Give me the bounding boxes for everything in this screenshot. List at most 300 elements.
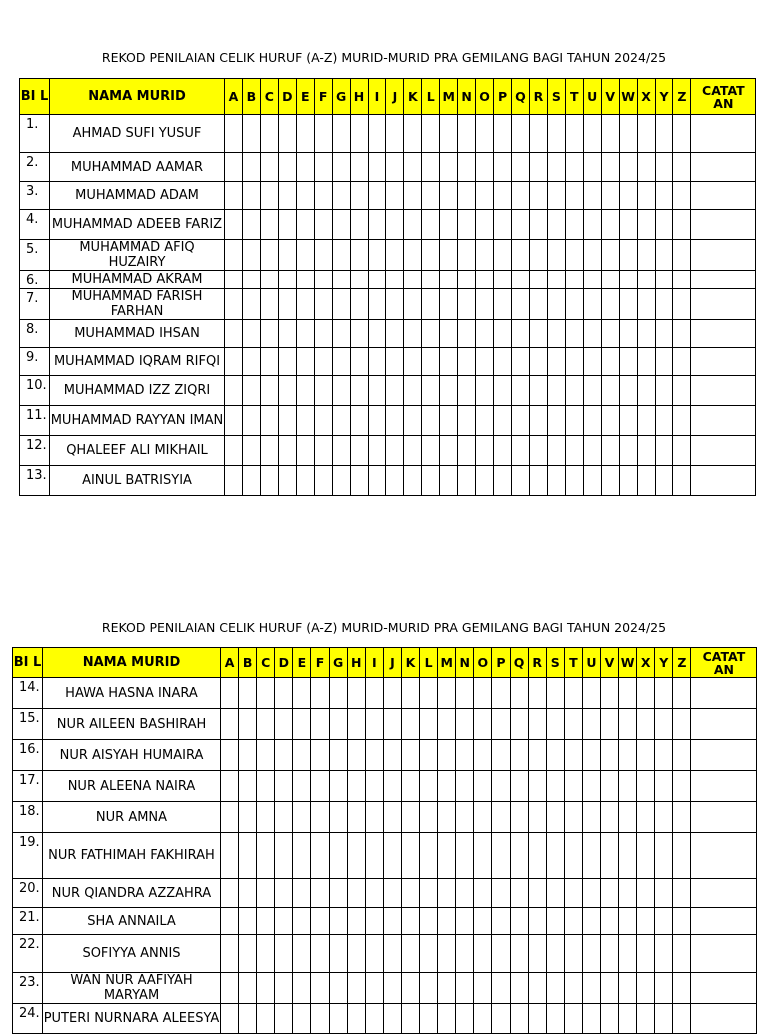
letter-cell-g[interactable]: [329, 935, 347, 973]
letter-cell-y[interactable]: [655, 289, 673, 320]
letter-cell-y[interactable]: [655, 436, 673, 466]
letter-cell-r[interactable]: [529, 376, 547, 406]
letter-cell-e[interactable]: [293, 678, 311, 709]
letter-cell-u[interactable]: [583, 376, 601, 406]
letter-cell-y[interactable]: [655, 802, 673, 833]
letter-cell-l[interactable]: [420, 771, 438, 802]
letter-cell-z[interactable]: [673, 833, 691, 879]
letter-cell-r[interactable]: [528, 709, 546, 740]
letter-cell-m[interactable]: [438, 771, 456, 802]
letter-cell-o[interactable]: [474, 802, 492, 833]
letter-cell-y[interactable]: [655, 406, 673, 436]
letter-cell-p[interactable]: [494, 348, 512, 376]
letter-cell-g[interactable]: [332, 240, 350, 271]
letter-cell-v[interactable]: [601, 210, 619, 240]
letter-cell-u[interactable]: [583, 466, 601, 496]
letter-cell-t[interactable]: [565, 153, 583, 182]
letter-cell-f[interactable]: [311, 879, 329, 908]
letter-cell-y[interactable]: [655, 271, 673, 289]
letter-cell-l[interactable]: [422, 271, 440, 289]
letter-cell-r[interactable]: [529, 271, 547, 289]
letter-cell-n[interactable]: [458, 153, 476, 182]
letter-cell-i[interactable]: [368, 289, 386, 320]
letter-cell-k[interactable]: [404, 348, 422, 376]
letter-cell-h[interactable]: [347, 740, 365, 771]
letter-cell-a[interactable]: [225, 115, 243, 153]
letter-cell-m[interactable]: [438, 1004, 456, 1034]
letter-cell-a[interactable]: [225, 436, 243, 466]
letter-cell-i[interactable]: [365, 771, 383, 802]
letter-cell-w[interactable]: [619, 802, 637, 833]
letter-cell-m[interactable]: [438, 678, 456, 709]
letter-cell-f[interactable]: [314, 406, 332, 436]
letter-cell-f[interactable]: [314, 240, 332, 271]
letter-cell-x[interactable]: [637, 935, 655, 973]
letter-cell-o[interactable]: [474, 973, 492, 1004]
letter-cell-e[interactable]: [296, 182, 314, 210]
letter-cell-t[interactable]: [564, 709, 582, 740]
letter-cell-s[interactable]: [547, 376, 565, 406]
letter-cell-s[interactable]: [547, 436, 565, 466]
letter-cell-j[interactable]: [386, 466, 404, 496]
letter-cell-j[interactable]: [383, 740, 401, 771]
letter-cell-w[interactable]: [619, 973, 637, 1004]
letter-cell-c[interactable]: [257, 833, 275, 879]
letter-cell-m[interactable]: [438, 833, 456, 879]
letter-cell-d[interactable]: [278, 376, 296, 406]
letter-cell-e[interactable]: [293, 1004, 311, 1034]
letter-cell-s[interactable]: [546, 709, 564, 740]
letter-cell-l[interactable]: [420, 802, 438, 833]
letter-cell-l[interactable]: [422, 348, 440, 376]
catatan-cell[interactable]: [691, 376, 756, 406]
letter-cell-w[interactable]: [619, 935, 637, 973]
letter-cell-j[interactable]: [386, 271, 404, 289]
letter-cell-i[interactable]: [365, 709, 383, 740]
letter-cell-s[interactable]: [546, 771, 564, 802]
letter-cell-k[interactable]: [401, 935, 419, 973]
letter-cell-u[interactable]: [583, 153, 601, 182]
letter-cell-u[interactable]: [582, 802, 600, 833]
letter-cell-d[interactable]: [278, 406, 296, 436]
letter-cell-u[interactable]: [582, 678, 600, 709]
letter-cell-c[interactable]: [257, 771, 275, 802]
catatan-cell[interactable]: [691, 879, 757, 908]
letter-cell-e[interactable]: [296, 406, 314, 436]
letter-cell-y[interactable]: [655, 678, 673, 709]
letter-cell-n[interactable]: [458, 406, 476, 436]
letter-cell-j[interactable]: [386, 406, 404, 436]
letter-cell-n[interactable]: [456, 833, 474, 879]
letter-cell-q[interactable]: [512, 406, 530, 436]
letter-cell-r[interactable]: [529, 115, 547, 153]
letter-cell-q[interactable]: [512, 289, 530, 320]
letter-cell-v[interactable]: [600, 709, 618, 740]
letter-cell-i[interactable]: [368, 271, 386, 289]
letter-cell-c[interactable]: [257, 973, 275, 1004]
letter-cell-d[interactable]: [275, 740, 293, 771]
letter-cell-k[interactable]: [404, 182, 422, 210]
letter-cell-c[interactable]: [260, 376, 278, 406]
letter-cell-u[interactable]: [582, 740, 600, 771]
letter-cell-o[interactable]: [474, 678, 492, 709]
letter-cell-m[interactable]: [438, 908, 456, 935]
letter-cell-y[interactable]: [655, 908, 673, 935]
letter-cell-a[interactable]: [221, 802, 239, 833]
letter-cell-v[interactable]: [600, 802, 618, 833]
letter-cell-b[interactable]: [239, 709, 257, 740]
letter-cell-e[interactable]: [296, 240, 314, 271]
letter-cell-p[interactable]: [492, 740, 510, 771]
catatan-cell[interactable]: [691, 406, 756, 436]
letter-cell-t[interactable]: [564, 879, 582, 908]
letter-cell-b[interactable]: [242, 406, 260, 436]
letter-cell-m[interactable]: [440, 115, 458, 153]
letter-cell-x[interactable]: [637, 320, 655, 348]
letter-cell-b[interactable]: [239, 879, 257, 908]
letter-cell-s[interactable]: [547, 182, 565, 210]
letter-cell-r[interactable]: [528, 1004, 546, 1034]
letter-cell-l[interactable]: [420, 973, 438, 1004]
letter-cell-r[interactable]: [528, 678, 546, 709]
letter-cell-d[interactable]: [278, 115, 296, 153]
letter-cell-s[interactable]: [547, 320, 565, 348]
letter-cell-p[interactable]: [492, 935, 510, 973]
letter-cell-w[interactable]: [619, 678, 637, 709]
letter-cell-n[interactable]: [458, 182, 476, 210]
letter-cell-h[interactable]: [350, 289, 368, 320]
letter-cell-g[interactable]: [332, 376, 350, 406]
letter-cell-f[interactable]: [311, 935, 329, 973]
letter-cell-x[interactable]: [637, 153, 655, 182]
letter-cell-g[interactable]: [329, 771, 347, 802]
letter-cell-k[interactable]: [404, 320, 422, 348]
letter-cell-x[interactable]: [637, 802, 655, 833]
letter-cell-z[interactable]: [673, 802, 691, 833]
letter-cell-p[interactable]: [492, 879, 510, 908]
letter-cell-l[interactable]: [420, 1004, 438, 1034]
letter-cell-s[interactable]: [547, 348, 565, 376]
letter-cell-t[interactable]: [564, 908, 582, 935]
letter-cell-h[interactable]: [350, 406, 368, 436]
letter-cell-c[interactable]: [257, 935, 275, 973]
letter-cell-s[interactable]: [546, 879, 564, 908]
letter-cell-f[interactable]: [314, 153, 332, 182]
letter-cell-d[interactable]: [278, 320, 296, 348]
letter-cell-t[interactable]: [565, 348, 583, 376]
letter-cell-r[interactable]: [529, 466, 547, 496]
letter-cell-g[interactable]: [332, 210, 350, 240]
letter-cell-w[interactable]: [619, 320, 637, 348]
letter-cell-l[interactable]: [420, 709, 438, 740]
letter-cell-x[interactable]: [637, 879, 655, 908]
letter-cell-r[interactable]: [529, 320, 547, 348]
letter-cell-o[interactable]: [474, 935, 492, 973]
letter-cell-k[interactable]: [401, 740, 419, 771]
letter-cell-h[interactable]: [350, 320, 368, 348]
letter-cell-j[interactable]: [386, 436, 404, 466]
letter-cell-j[interactable]: [383, 973, 401, 1004]
letter-cell-b[interactable]: [242, 320, 260, 348]
letter-cell-l[interactable]: [422, 376, 440, 406]
letter-cell-y[interactable]: [655, 466, 673, 496]
letter-cell-j[interactable]: [383, 1004, 401, 1034]
letter-cell-c[interactable]: [260, 153, 278, 182]
letter-cell-a[interactable]: [221, 709, 239, 740]
letter-cell-s[interactable]: [546, 973, 564, 1004]
letter-cell-w[interactable]: [619, 1004, 637, 1034]
letter-cell-u[interactable]: [582, 1004, 600, 1034]
letter-cell-o[interactable]: [474, 1004, 492, 1034]
letter-cell-e[interactable]: [296, 115, 314, 153]
letter-cell-t[interactable]: [564, 802, 582, 833]
letter-cell-n[interactable]: [456, 709, 474, 740]
letter-cell-d[interactable]: [275, 833, 293, 879]
letter-cell-q[interactable]: [510, 833, 528, 879]
letter-cell-b[interactable]: [239, 908, 257, 935]
letter-cell-q[interactable]: [512, 210, 530, 240]
letter-cell-u[interactable]: [583, 210, 601, 240]
letter-cell-b[interactable]: [242, 182, 260, 210]
letter-cell-a[interactable]: [221, 740, 239, 771]
letter-cell-m[interactable]: [440, 240, 458, 271]
letter-cell-g[interactable]: [332, 289, 350, 320]
letter-cell-t[interactable]: [564, 678, 582, 709]
letter-cell-f[interactable]: [314, 210, 332, 240]
letter-cell-m[interactable]: [438, 802, 456, 833]
letter-cell-f[interactable]: [314, 436, 332, 466]
letter-cell-t[interactable]: [564, 973, 582, 1004]
letter-cell-n[interactable]: [456, 771, 474, 802]
letter-cell-r[interactable]: [528, 935, 546, 973]
letter-cell-l[interactable]: [422, 436, 440, 466]
letter-cell-h[interactable]: [350, 436, 368, 466]
letter-cell-i[interactable]: [368, 406, 386, 436]
letter-cell-b[interactable]: [242, 115, 260, 153]
letter-cell-w[interactable]: [619, 908, 637, 935]
letter-cell-m[interactable]: [440, 153, 458, 182]
letter-cell-h[interactable]: [347, 908, 365, 935]
letter-cell-l[interactable]: [422, 406, 440, 436]
letter-cell-g[interactable]: [329, 879, 347, 908]
letter-cell-d[interactable]: [278, 240, 296, 271]
letter-cell-a[interactable]: [221, 908, 239, 935]
letter-cell-x[interactable]: [637, 436, 655, 466]
letter-cell-x[interactable]: [637, 678, 655, 709]
letter-cell-n[interactable]: [458, 210, 476, 240]
letter-cell-p[interactable]: [492, 802, 510, 833]
letter-cell-f[interactable]: [314, 376, 332, 406]
letter-cell-e[interactable]: [296, 436, 314, 466]
letter-cell-y[interactable]: [655, 771, 673, 802]
letter-cell-v[interactable]: [601, 153, 619, 182]
letter-cell-a[interactable]: [225, 320, 243, 348]
letter-cell-a[interactable]: [225, 182, 243, 210]
letter-cell-a[interactable]: [221, 973, 239, 1004]
letter-cell-e[interactable]: [293, 833, 311, 879]
letter-cell-i[interactable]: [365, 740, 383, 771]
letter-cell-l[interactable]: [420, 935, 438, 973]
letter-cell-v[interactable]: [600, 678, 618, 709]
letter-cell-h[interactable]: [350, 115, 368, 153]
letter-cell-j[interactable]: [383, 802, 401, 833]
letter-cell-m[interactable]: [438, 973, 456, 1004]
letter-cell-o[interactable]: [476, 153, 494, 182]
letter-cell-z[interactable]: [673, 406, 691, 436]
letter-cell-f[interactable]: [311, 740, 329, 771]
letter-cell-h[interactable]: [347, 802, 365, 833]
letter-cell-j[interactable]: [383, 908, 401, 935]
letter-cell-z[interactable]: [673, 879, 691, 908]
letter-cell-z[interactable]: [673, 320, 691, 348]
letter-cell-i[interactable]: [368, 153, 386, 182]
letter-cell-w[interactable]: [619, 289, 637, 320]
letter-cell-y[interactable]: [655, 740, 673, 771]
letter-cell-z[interactable]: [673, 240, 691, 271]
letter-cell-n[interactable]: [456, 879, 474, 908]
letter-cell-t[interactable]: [564, 935, 582, 973]
letter-cell-b[interactable]: [239, 833, 257, 879]
letter-cell-x[interactable]: [637, 771, 655, 802]
letter-cell-r[interactable]: [528, 879, 546, 908]
letter-cell-g[interactable]: [332, 153, 350, 182]
letter-cell-w[interactable]: [619, 879, 637, 908]
letter-cell-h[interactable]: [350, 271, 368, 289]
letter-cell-i[interactable]: [365, 802, 383, 833]
letter-cell-c[interactable]: [260, 436, 278, 466]
letter-cell-p[interactable]: [494, 289, 512, 320]
letter-cell-q[interactable]: [512, 466, 530, 496]
letter-cell-t[interactable]: [565, 376, 583, 406]
letter-cell-k[interactable]: [401, 908, 419, 935]
letter-cell-h[interactable]: [347, 771, 365, 802]
letter-cell-x[interactable]: [637, 182, 655, 210]
letter-cell-c[interactable]: [260, 466, 278, 496]
letter-cell-r[interactable]: [528, 802, 546, 833]
letter-cell-j[interactable]: [383, 935, 401, 973]
letter-cell-t[interactable]: [565, 320, 583, 348]
letter-cell-v[interactable]: [600, 908, 618, 935]
letter-cell-v[interactable]: [601, 320, 619, 348]
letter-cell-q[interactable]: [512, 320, 530, 348]
letter-cell-c[interactable]: [260, 271, 278, 289]
letter-cell-u[interactable]: [583, 320, 601, 348]
letter-cell-x[interactable]: [637, 289, 655, 320]
catatan-cell[interactable]: [691, 153, 756, 182]
letter-cell-n[interactable]: [458, 115, 476, 153]
letter-cell-x[interactable]: [637, 908, 655, 935]
letter-cell-p[interactable]: [494, 210, 512, 240]
letter-cell-g[interactable]: [332, 115, 350, 153]
letter-cell-v[interactable]: [600, 973, 618, 1004]
letter-cell-w[interactable]: [619, 210, 637, 240]
catatan-cell[interactable]: [691, 678, 757, 709]
letter-cell-q[interactable]: [510, 709, 528, 740]
letter-cell-q[interactable]: [512, 115, 530, 153]
letter-cell-q[interactable]: [510, 740, 528, 771]
letter-cell-i[interactable]: [368, 210, 386, 240]
letter-cell-i[interactable]: [365, 935, 383, 973]
letter-cell-e[interactable]: [293, 709, 311, 740]
catatan-cell[interactable]: [691, 436, 756, 466]
letter-cell-x[interactable]: [637, 1004, 655, 1034]
catatan-cell[interactable]: [691, 833, 757, 879]
letter-cell-l[interactable]: [422, 320, 440, 348]
letter-cell-x[interactable]: [637, 833, 655, 879]
letter-cell-i[interactable]: [368, 376, 386, 406]
letter-cell-w[interactable]: [619, 348, 637, 376]
letter-cell-r[interactable]: [528, 973, 546, 1004]
letter-cell-q[interactable]: [512, 271, 530, 289]
letter-cell-w[interactable]: [619, 271, 637, 289]
letter-cell-t[interactable]: [564, 740, 582, 771]
letter-cell-b[interactable]: [242, 210, 260, 240]
letter-cell-f[interactable]: [314, 271, 332, 289]
letter-cell-d[interactable]: [275, 973, 293, 1004]
letter-cell-g[interactable]: [332, 406, 350, 436]
letter-cell-d[interactable]: [275, 678, 293, 709]
letter-cell-x[interactable]: [637, 740, 655, 771]
letter-cell-v[interactable]: [601, 466, 619, 496]
letter-cell-x[interactable]: [637, 210, 655, 240]
letter-cell-w[interactable]: [619, 466, 637, 496]
letter-cell-j[interactable]: [383, 879, 401, 908]
letter-cell-d[interactable]: [278, 436, 296, 466]
letter-cell-t[interactable]: [565, 210, 583, 240]
catatan-cell[interactable]: [691, 802, 757, 833]
letter-cell-l[interactable]: [420, 908, 438, 935]
letter-cell-b[interactable]: [239, 771, 257, 802]
letter-cell-w[interactable]: [619, 153, 637, 182]
letter-cell-y[interactable]: [655, 935, 673, 973]
catatan-cell[interactable]: [691, 289, 756, 320]
letter-cell-l[interactable]: [420, 678, 438, 709]
letter-cell-i[interactable]: [365, 973, 383, 1004]
letter-cell-g[interactable]: [329, 678, 347, 709]
letter-cell-e[interactable]: [293, 740, 311, 771]
letter-cell-n[interactable]: [456, 1004, 474, 1034]
letter-cell-d[interactable]: [275, 709, 293, 740]
letter-cell-b[interactable]: [239, 935, 257, 973]
catatan-cell[interactable]: [691, 1004, 757, 1034]
letter-cell-j[interactable]: [383, 833, 401, 879]
letter-cell-m[interactable]: [438, 879, 456, 908]
letter-cell-w[interactable]: [619, 436, 637, 466]
letter-cell-k[interactable]: [401, 709, 419, 740]
letter-cell-e[interactable]: [293, 802, 311, 833]
letter-cell-k[interactable]: [401, 973, 419, 1004]
letter-cell-j[interactable]: [383, 678, 401, 709]
letter-cell-h[interactable]: [347, 833, 365, 879]
letter-cell-z[interactable]: [673, 740, 691, 771]
letter-cell-z[interactable]: [673, 1004, 691, 1034]
letter-cell-n[interactable]: [458, 271, 476, 289]
catatan-cell[interactable]: [691, 709, 757, 740]
catatan-cell[interactable]: [691, 740, 757, 771]
letter-cell-w[interactable]: [619, 771, 637, 802]
letter-cell-f[interactable]: [311, 1004, 329, 1034]
letter-cell-a[interactable]: [225, 466, 243, 496]
letter-cell-w[interactable]: [619, 740, 637, 771]
letter-cell-u[interactable]: [582, 771, 600, 802]
letter-cell-i[interactable]: [368, 348, 386, 376]
catatan-cell[interactable]: [691, 210, 756, 240]
catatan-cell[interactable]: [691, 182, 756, 210]
letter-cell-p[interactable]: [492, 973, 510, 1004]
letter-cell-k[interactable]: [404, 271, 422, 289]
letter-cell-o[interactable]: [476, 210, 494, 240]
letter-cell-q[interactable]: [510, 1004, 528, 1034]
